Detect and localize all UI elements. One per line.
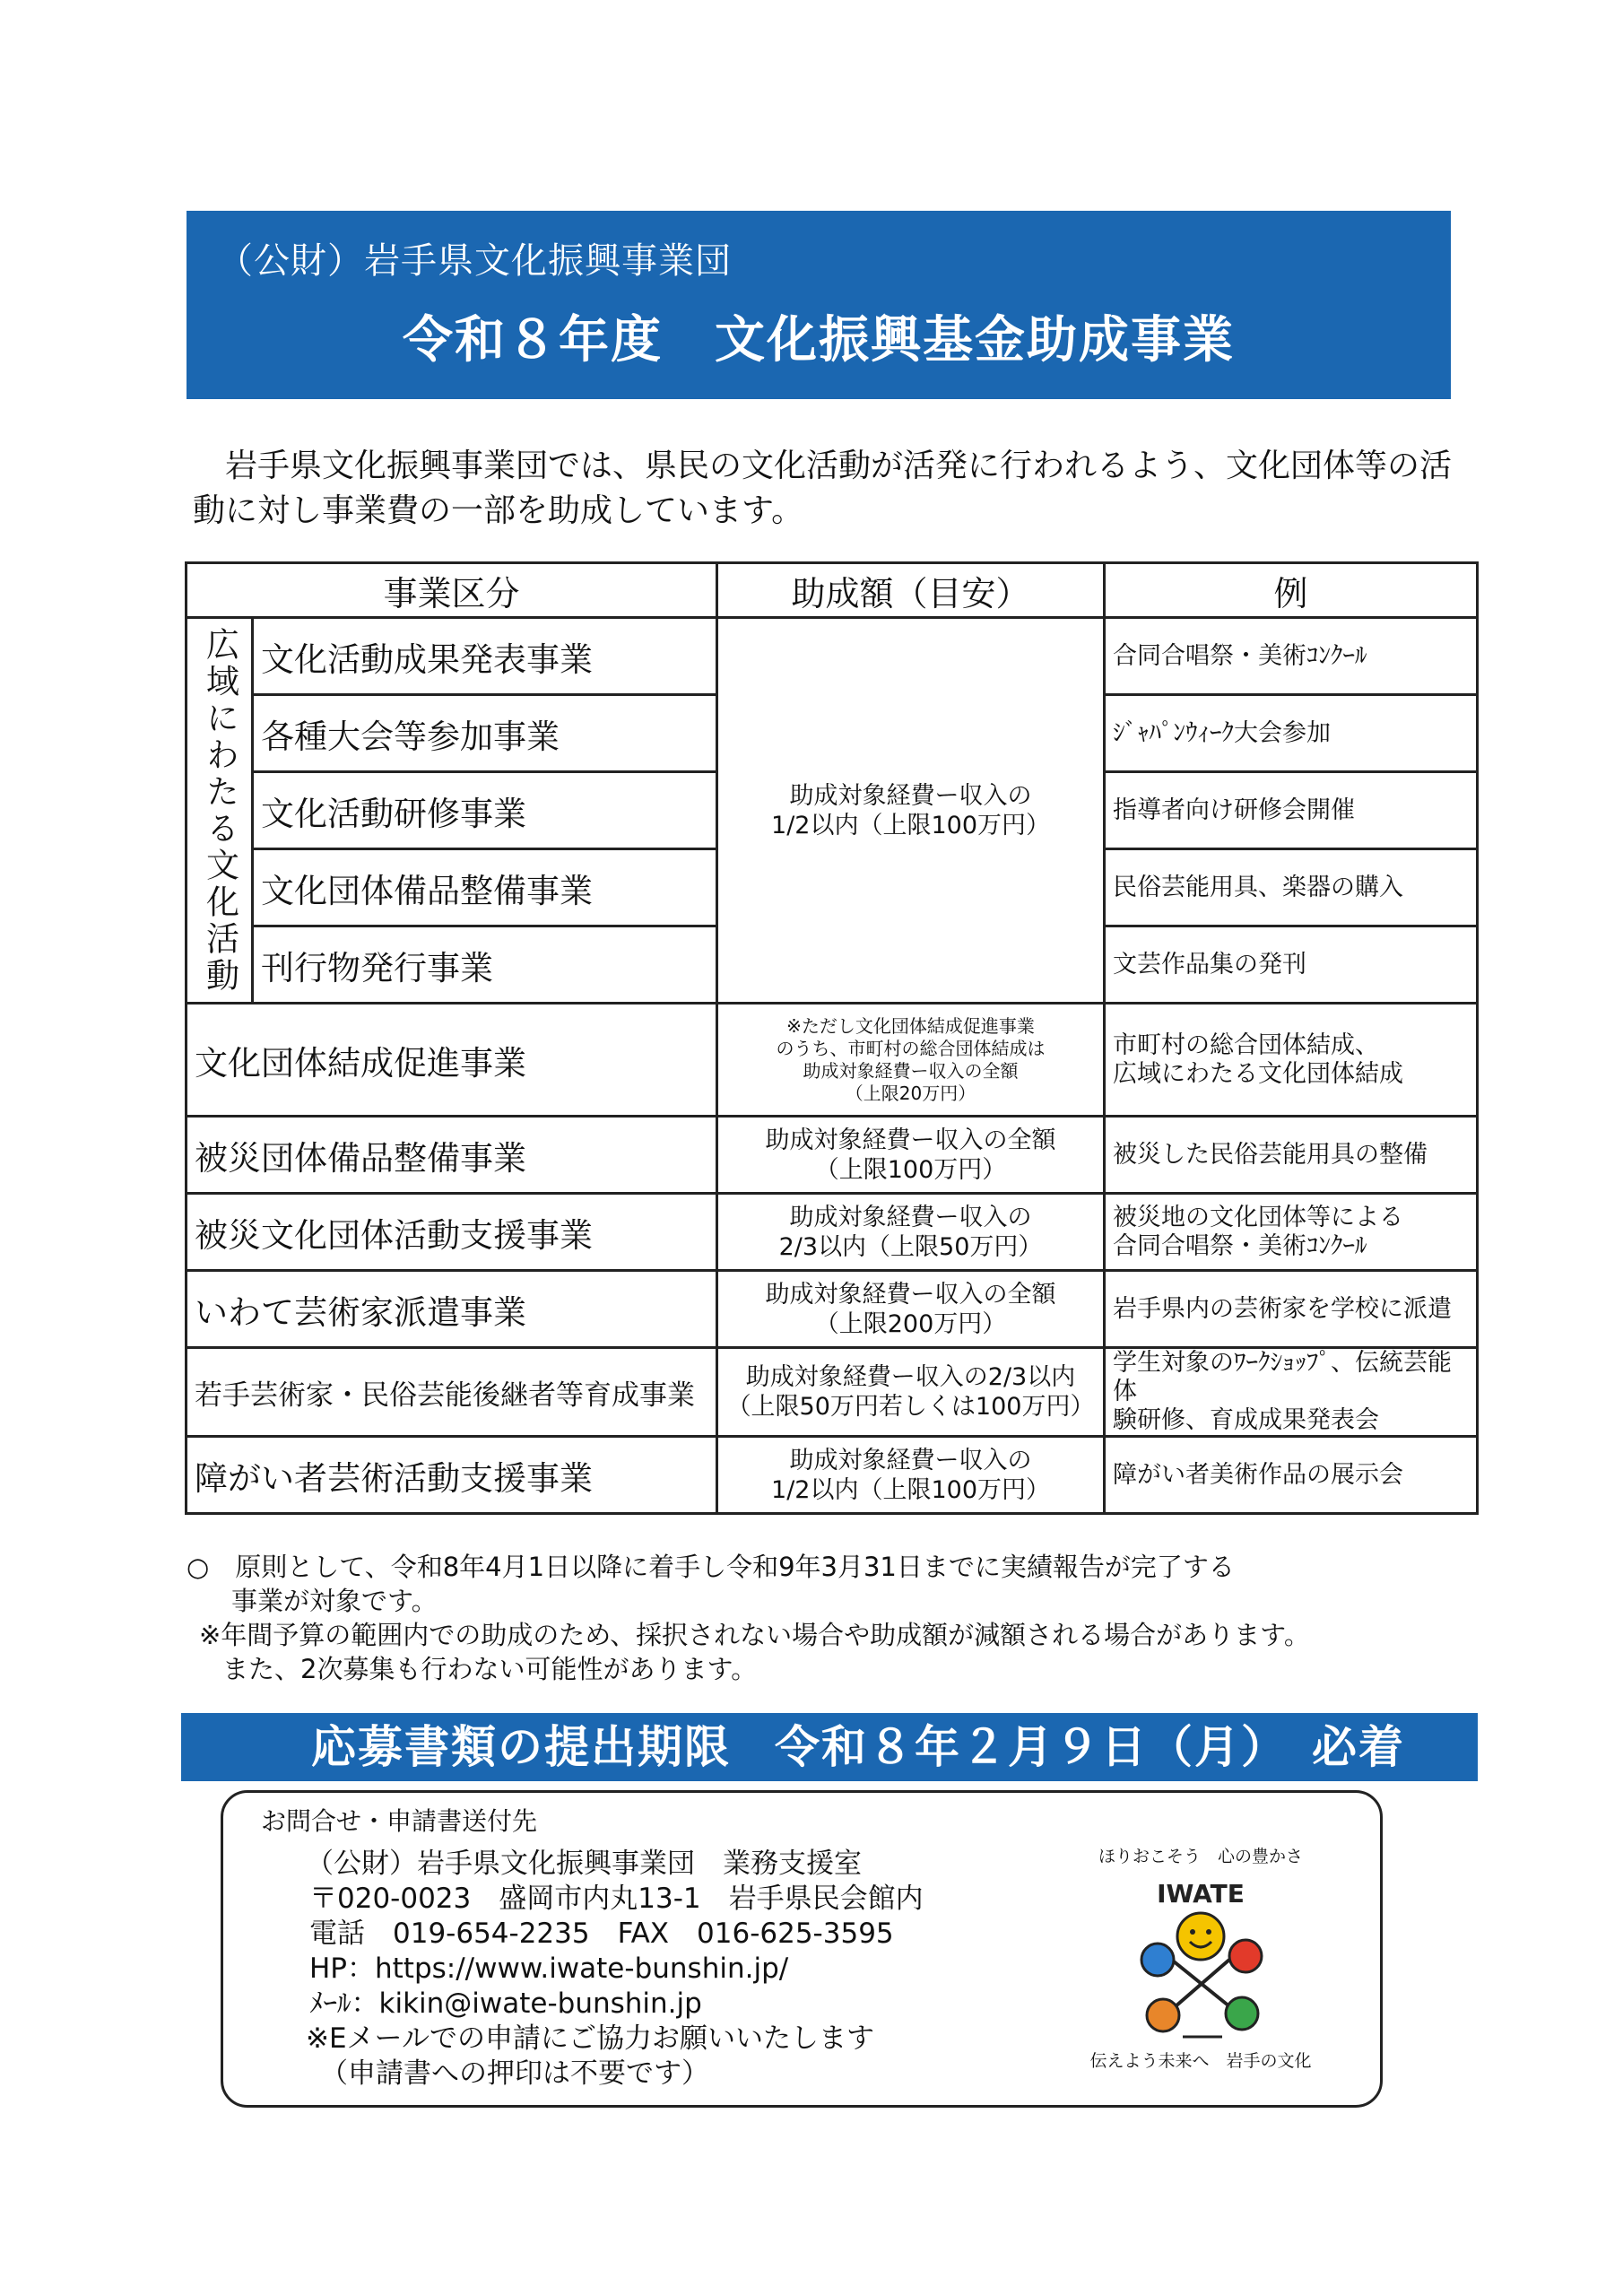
table-row [187, 1004, 1478, 1117]
organization-name: （公財）岩手県文化振興事業団 [217, 240, 732, 282]
contact-phone: 電話 019-654-2235 FAX 016-625-3595 [309, 1918, 894, 1950]
deadline-date: 令和８年２月９日（月） 必着 [775, 1721, 1405, 1773]
category-cell: 刊行物発行事業 [253, 926, 717, 1004]
example-cell: ｼﾞｬﾊﾟﾝｳｨｰｸ大会参加 [1105, 695, 1478, 772]
note-2: ※年間予算の範囲内での助成のため、採択されない場合や助成額が減額される場合があります。 [199, 1620, 1310, 1650]
header-category: 事業区分 [187, 563, 717, 618]
logo-tagline-top: ほりおこそう 心の豊かさ [1098, 1847, 1303, 1866]
amount-cell: 助成対象経費ー収入の 2/3以内（上限50万円） [717, 1194, 1105, 1271]
example-cell: 民俗芸能用具、楽器の購入 [1105, 849, 1478, 926]
amount-cell: 助成対象経費ー収入の全額 （上限100万円） [717, 1117, 1105, 1194]
contact-seal-note: （申請書への押印は不要です） [320, 2057, 709, 2090]
category-cell: 若手芸術家・民俗芸能後継者等育成事業 [187, 1348, 717, 1437]
contact-org: （公財）岩手県文化振興事業団 業務支援室 [306, 1848, 862, 1880]
note-1-cont: 事業が対象です。 [231, 1586, 438, 1616]
example-cell: 合同合唱祭・美術ｺﾝｸｰﾙ [1105, 618, 1478, 695]
amount-cell: 助成対象経費ー収入の 1/2以内（上限100万円） [717, 1437, 1105, 1514]
table-header-row [187, 563, 1478, 618]
group-amount-cell: 助成対象経費ー収入の 1/2以内（上限100万円） [717, 618, 1105, 1004]
example-cell: 市町村の総合団体結成、 広域にわたる文化団体結成 [1105, 1004, 1478, 1117]
category-cell: 文化団体備品整備事業 [253, 849, 717, 926]
example-cell: 文芸作品集の発刊 [1105, 926, 1478, 1004]
amount-cell: 助成対象経費ー収入の2/3以内 （上限50万円若しくは100万円） [717, 1348, 1105, 1437]
example-cell: 被災した民俗芸能用具の整備 [1105, 1117, 1478, 1194]
category-cell: 文化活動研修事業 [253, 772, 717, 849]
category-cell: 障がい者芸術活動支援事業 [187, 1437, 717, 1514]
category-cell: 各種大会等参加事業 [253, 695, 717, 772]
logo-mark-text: IWATE [1157, 1879, 1245, 1909]
logo-mark-icon [1111, 1866, 1290, 2046]
contact-body [306, 1847, 924, 2092]
table-row [187, 618, 1478, 695]
example-cell: 学生対象のﾜｰｸｼｮｯﾌﾟ、伝統芸能体 験研修、育成成果発表会 [1105, 1348, 1478, 1437]
deadline-banner [181, 1713, 1478, 1781]
amount-cell: 助成対象経費ー収入の全額 （上限200万円） [717, 1271, 1105, 1348]
category-cell: 文化活動成果発表事業 [253, 618, 717, 695]
iwate-culture-logo [1057, 1839, 1344, 2091]
category-cell: いわて芸術家派遣事業 [187, 1271, 717, 1348]
note-1: ○ 原則として、令和8年4月1日以降に着手し令和9年3月31日までに実績報告が完了する [187, 1552, 1235, 1582]
logo-tagline-bottom: 伝えよう未来へ 岩手の文化 [1089, 2051, 1312, 2071]
table-row [187, 1437, 1478, 1514]
table-row [187, 1271, 1478, 1348]
header-banner [187, 211, 1451, 399]
grant-table [185, 561, 1479, 1515]
contact-box [221, 1790, 1383, 2108]
amount-cell: ※ただし文化団体結成促進事業 のうち、市町村の総合団体結成は 助成対象経費ー収入の全額 （上限20万円） [717, 1004, 1105, 1117]
contact-website[interactable]: HP：https://www.iwate-bunshin.jp/ [309, 1952, 789, 1985]
intro-text: 岩手県文化振興事業団では、県民の文化活動が活発に行われるよう、文化団体等の活動に対し事業費の一部を助成しています。 [193, 448, 1453, 529]
contact-title: お問合せ・申請書送付先 [261, 1806, 538, 1836]
contact-email[interactable]: ﾒｰﾙ：kikin@iwate-bunshin.jp [309, 1987, 702, 2020]
group-label: 広域にわたる文化活動 [200, 626, 239, 995]
note-3: また、2次募集も行わない可能性があります。 [222, 1654, 758, 1684]
header-example: 例 [1105, 563, 1478, 618]
example-cell: 被災地の文化団体等による 合同合唱祭・美術ｺﾝｸｰﾙ [1105, 1194, 1478, 1271]
table-row [187, 1194, 1478, 1271]
deadline-label: 応募書類の提出期限 [311, 1721, 731, 1773]
category-cell: 被災文化団体活動支援事業 [187, 1194, 717, 1271]
example-cell: 指導者向け研修会開催 [1105, 772, 1478, 849]
category-cell: 被災団体備品整備事業 [187, 1117, 717, 1194]
table-row [187, 1117, 1478, 1194]
example-cell: 障がい者美術作品の展示会 [1105, 1437, 1478, 1514]
contact-address: 〒020-0023 盛岡市内丸13-1 岩手県民会館内 [309, 1883, 924, 1915]
table-row [187, 1348, 1478, 1437]
contact-email-note: ※Eメールでの申請にご協力お願いいたします [306, 2022, 874, 2055]
category-cell: 文化団体結成促進事業 [187, 1004, 717, 1117]
notes [187, 1550, 1460, 1686]
header-amount: 助成額（目安） [717, 563, 1105, 618]
group-label-cell [187, 618, 253, 1004]
example-cell: 岩手県内の芸術家を学校に派遣 [1105, 1271, 1478, 1348]
page-title: 令和８年度 文化振興基金助成事業 [403, 311, 1235, 370]
